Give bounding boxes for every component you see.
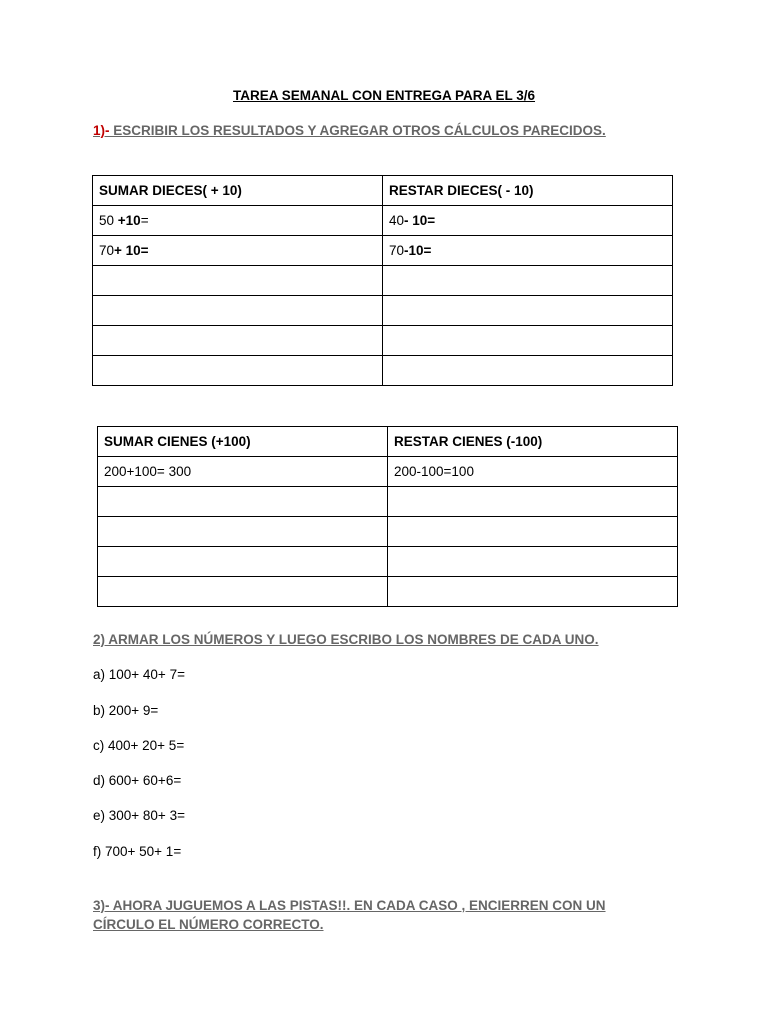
exercise-f: f) 700+ 50+ 1= [93, 844, 182, 859]
table-row [93, 266, 673, 296]
sumar-restar-cienes-table [97, 426, 678, 607]
cell-text: = [140, 213, 149, 228]
table-cell[interactable]: 200+100= 300 [98, 457, 388, 487]
cell-text-bold: -10= [404, 243, 432, 258]
table-cell[interactable] [383, 206, 673, 236]
exercise-c: c) 400+ 20+ 5= [93, 738, 185, 753]
table-cell[interactable] [383, 266, 673, 296]
page-title: TAREA SEMANAL CON ENTREGA PARA EL 3/6 [232, 88, 536, 103]
table-cell[interactable] [98, 487, 388, 517]
table-cell[interactable] [388, 547, 678, 577]
table-row [93, 326, 673, 356]
table-row [93, 236, 673, 266]
cell-text: 70 [389, 243, 405, 258]
table-cell[interactable] [93, 356, 383, 386]
table-cell[interactable] [93, 326, 383, 356]
exercise-e: e) 300+ 80+ 3= [93, 808, 185, 823]
cell-text-bold: - 10= [404, 213, 436, 228]
table-row [93, 296, 673, 326]
table-cell[interactable]: 200-100=100 [388, 457, 678, 487]
table-cell[interactable] [98, 517, 388, 547]
exercise-a: a) 100+ 40+ 7= [93, 667, 185, 682]
table-row [98, 487, 678, 517]
table-cell[interactable] [383, 356, 673, 386]
cell-text-bold: + 10= [114, 243, 149, 258]
cell-text: 50 [99, 213, 118, 228]
table-cell[interactable] [93, 296, 383, 326]
header-restar-cienes: RESTAR CIENES (-100) [388, 427, 678, 457]
table-row [98, 577, 678, 607]
table-row [98, 457, 678, 487]
table-cell[interactable] [98, 547, 388, 577]
cell-text: 70 [99, 243, 115, 258]
table-cell[interactable] [93, 236, 383, 266]
table-cell[interactable] [98, 577, 388, 607]
table-cell[interactable] [383, 296, 673, 326]
table-row [93, 356, 673, 386]
cell-text-bold: +10 [117, 213, 141, 228]
table-cell[interactable] [388, 517, 678, 547]
section-3-line-1: 3)- AHORA JUGUEMOS A LAS PISTAS!!. EN CADA CASO , ENCIERREN CON UN [93, 898, 606, 913]
header-restar-dieces: RESTAR DIECES( - 10) [383, 176, 673, 206]
table-cell[interactable] [383, 326, 673, 356]
cell-text: 40 [389, 213, 405, 228]
section-1-number: 1)- [93, 123, 110, 138]
table-header-row [98, 427, 678, 457]
section-1-heading [93, 121, 606, 140]
exercise-b: b) 200+ 9= [93, 703, 159, 718]
exercise-d: d) 600+ 60+6= [93, 773, 182, 788]
header-sumar-cienes: SUMAR CIENES (+100) [98, 427, 388, 457]
table-cell[interactable] [93, 206, 383, 236]
section-2-heading: 2) ARMAR LOS NÚMEROS Y LUEGO ESCRIBO LOS NOMBRES DE CADA UNO. [93, 632, 599, 647]
table-header-row [93, 176, 673, 206]
table-cell[interactable] [93, 266, 383, 296]
table-cell[interactable] [388, 577, 678, 607]
table-row [98, 517, 678, 547]
table-cell[interactable] [383, 236, 673, 266]
section-3-line-2: CÍRCULO EL NÚMERO CORRECTO. [93, 917, 324, 932]
sumar-restar-dieces-table [92, 175, 673, 386]
section-3-heading [93, 896, 606, 934]
table-row [98, 547, 678, 577]
section-1-text: ESCRIBIR LOS RESULTADOS Y AGREGAR OTROS CÁLCULOS PARECIDOS. [109, 123, 606, 138]
table-row [93, 206, 673, 236]
table-cell[interactable] [388, 487, 678, 517]
header-sumar-dieces: SUMAR DIECES( + 10) [93, 176, 383, 206]
